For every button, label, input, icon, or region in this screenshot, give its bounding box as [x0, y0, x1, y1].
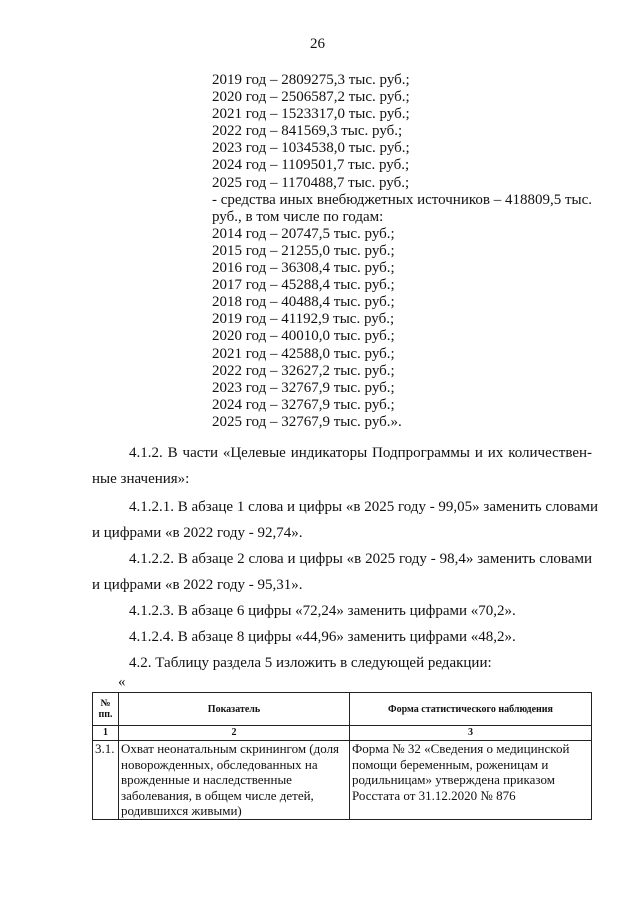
paragraph-line: ные значения»:	[92, 471, 190, 487]
other-sources-line: 2023 год – 32767,9 тыс. руб.;	[212, 379, 395, 396]
other-sources-line: 2025 год – 32767,9 тыс. руб.».	[212, 413, 402, 430]
other-sources-line: 2015 год – 21255,0 тыс. руб.;	[212, 242, 395, 259]
funding-list	[212, 72, 592, 431]
paragraph-4-1-2	[92, 440, 592, 492]
other-sources-line: 2014 год – 20747,5 тыс. руб.;	[212, 225, 395, 242]
header-form: Форма статистического наблюдения	[350, 693, 592, 726]
table-column-numbers-row	[93, 726, 592, 741]
paragraph-line: 4.1.2.2. В абзаце 2 слова и цифры «в 2025 году - 98,4» заменить словами	[129, 551, 592, 567]
column-number: 1	[93, 726, 119, 741]
funding-line: 2020 год – 2506587,2 тыс. руб.;	[212, 89, 410, 106]
other-sources-line: 2018 год – 40488,4 тыс. руб.;	[212, 294, 395, 311]
paragraph-4-2: 4.2. Таблицу раздела 5 изложить в следующей редакции:	[129, 655, 492, 671]
table-header-row	[93, 693, 592, 726]
statistics-table	[92, 692, 592, 820]
other-sources-line: 2020 год – 40010,0 тыс. руб.;	[212, 328, 395, 345]
other-sources-line: 2016 год – 36308,4 тыс. руб.;	[212, 260, 395, 277]
other-sources-line: 2017 год – 45288,4 тыс. руб.;	[212, 277, 395, 294]
paragraph-4-1-2-1	[92, 494, 599, 546]
paragraph-line: и цифрами «в 2022 году - 92,74».	[92, 525, 303, 541]
paragraph-4-1-2-2	[92, 546, 592, 598]
other-sources-line: 2024 год – 32767,9 тыс. руб.;	[212, 396, 395, 413]
column-number: 2	[119, 726, 350, 741]
other-sources-line: 2022 год – 32627,2 тыс. руб.;	[212, 362, 395, 379]
paragraph-line: и цифрами «в 2022 году - 95,31».	[92, 577, 303, 593]
other-sources-line: 2019 год – 41192,9 тыс. руб.;	[212, 311, 395, 328]
table-row	[93, 741, 592, 820]
other-sources-line: 2021 год – 42588,0 тыс. руб.;	[212, 345, 395, 362]
funding-line: 2019 год – 2809275,3 тыс. руб.;	[212, 72, 410, 88]
funding-line: 2022 год – 841569,3 тыс. руб.;	[212, 123, 403, 140]
paragraph-4-1-2-3: 4.1.2.3. В абзаце 6 цифры «72,24» заменить цифрами «70,2».	[129, 603, 516, 619]
paragraph-line: 4.1.2. В части «Целевые индикаторы Подпрограммы и их количествен-	[129, 445, 592, 461]
row-number: 3.1.	[93, 741, 119, 820]
header-number: № пп.	[93, 693, 119, 726]
row-indicator: Охват неонатальным скринингом (доля новорожденных, обследованных на врожденные и наследственные заболевания, в общем числе детей, родившихся живыми)	[119, 741, 350, 820]
paragraph-4-1-2-4: 4.1.2.4. В абзаце 8 цифры «44,96» заменить цифрами «48,2».	[129, 629, 516, 645]
funding-line: 2024 год – 1109501,7 тыс. руб.;	[212, 157, 410, 174]
paragraph-line: 4.1.2.1. В абзаце 1 слова и цифры «в 2025 году - 99,05» заменить словами	[129, 499, 599, 515]
funding-line: 2025 год – 1170488,7 тыс. руб.;	[212, 174, 410, 191]
funding-line: 2023 год – 1034538,0 тыс. руб.;	[212, 140, 410, 157]
funding-line: 2021 год – 1523317,0 тыс. руб.;	[212, 106, 410, 123]
column-number: 3	[350, 726, 592, 741]
row-form: Форма № 32 «Сведения о медицинской помощи беременным, роженицам и родильницам» утверждена приказом Росстата от 31.12.2020 № 876	[350, 741, 592, 820]
opening-quote: «	[118, 674, 126, 690]
other-sources-intro: - средства иных внебюджетных источников – 418809,5 тыс. руб., в том числе по годам:	[212, 191, 592, 225]
page-number: 26	[310, 36, 325, 52]
header-indicator: Показатель	[119, 693, 350, 726]
